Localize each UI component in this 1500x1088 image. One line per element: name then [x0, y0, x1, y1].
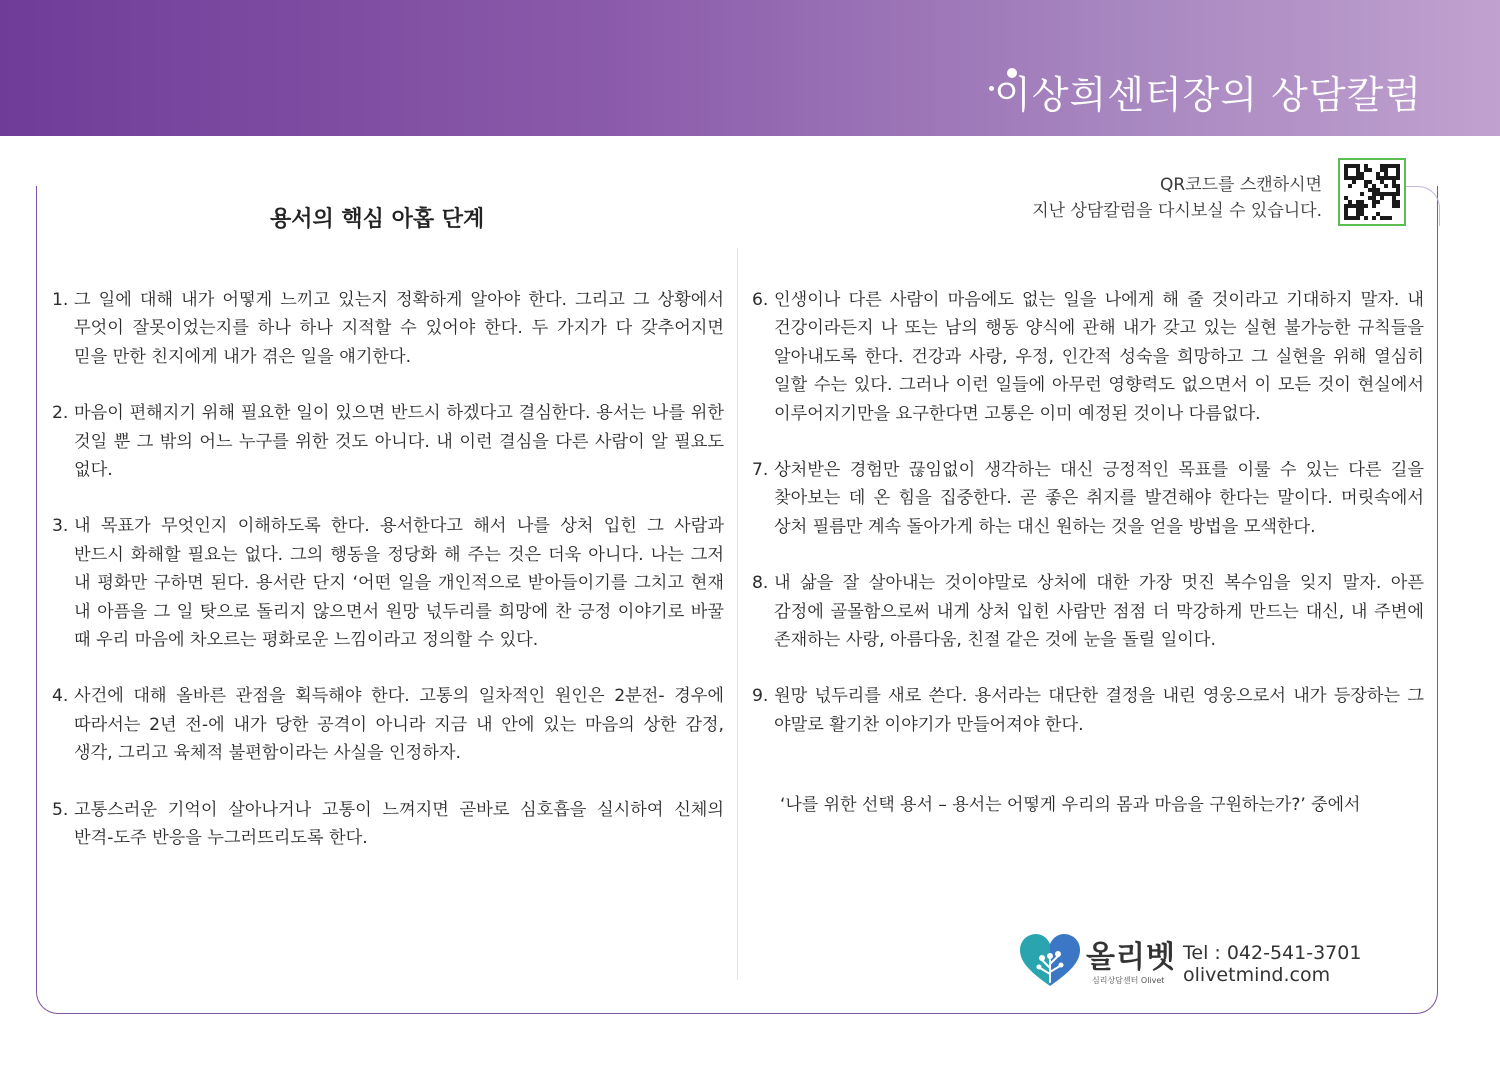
item-text: 마음이 편해지기 위해 필요한 일이 있으면 반드시 하겠다고 결심한다. 용서는 나를 위한 것일 뿐 그 밖의 어느 누구를 위한 것도 아니다. 내 이런 결심을 다른 사람이 알 필요도 없다. [74, 403, 724, 481]
header-banner [0, 0, 1500, 136]
qr-code-pattern [1344, 164, 1400, 220]
item-number: 6. [752, 290, 769, 310]
qr-caption-line2: 지난 상담칼럼을 다시보실 수 있습니다. [1032, 201, 1322, 221]
qr-code-icon[interactable] [1338, 158, 1406, 226]
heart-tree-logo-icon [1020, 934, 1080, 988]
item-number: 3. [52, 516, 69, 537]
list-item [752, 286, 1424, 428]
item-text: 내 목표가 무엇인지 이해하도록 한다. 용서한다고 해서 나를 상처 입힌 그 사람과 반드시 화해할 필요는 없다. 그의 행동을 정당화 해 주는 것은 더욱 아니다. 나는 그저 내 평화만 구하면 된다. 용서란 단지 ‘어떤 일을 개인적으로 받아들이기를 그치고 현재 내 아픔을 그 일 탓으로 돌리지 않으면서 원망 넋두리를 희망에 찬 긍정 이야기로 바꿀 때 우리 마음에 차오르는 평화로운 느낌이라고 정의할 수 있다. [74, 516, 724, 651]
right-column [752, 286, 1424, 767]
list-item [752, 569, 1424, 654]
item-number: 4. [52, 686, 69, 707]
list-item [52, 796, 724, 853]
item-number: 1. [52, 290, 69, 310]
article-title: 용서의 핵심 아홉 단계 [270, 207, 485, 232]
item-number: 8. [752, 573, 769, 594]
item-text: 상처받은 경험만 끊임없이 생각하는 대신 긍정적인 목표를 이룰 수 있는 다른 길을 찾아보는 데 온 힘을 집중한다. 곧 좋은 취지를 발견해야 한다는 말이다. 머릿속에서 상처 필름만 계속 돌아가게 하는 대신 원하는 것을 얻을 방법을 모색한다. [774, 460, 1424, 537]
frame-corner [1400, 186, 1440, 226]
list-item [752, 456, 1424, 541]
item-text: 고통스러운 기억이 살아나거나 고통이 느껴지면 곧바로 심호흡을 실시하여 신체의 반격-도주 반응을 누그러뜨리도록 한다. [74, 799, 724, 849]
list-item [52, 399, 724, 484]
column-title: 이상희센터장의 상담칼럼 [994, 73, 1422, 117]
qr-caption [1032, 172, 1322, 224]
contact-info [1183, 942, 1361, 986]
item-number: 7. [752, 460, 769, 481]
list-item [52, 682, 724, 767]
list-item [52, 286, 724, 371]
item-text: 그 일에 대해 내가 어떻게 느끼고 있는지 정확하게 알아야 한다. 그리고 그 상황에서 무엇이 잘못이었는지를 하나 하나 지적할 수 있어야 한다. 두 가지가 다 갖추어지면 믿을 만한 친지에게 내가 겪은 일을 얘기한다. [74, 290, 724, 367]
item-number: 9. [752, 686, 769, 707]
column-divider [737, 248, 738, 980]
logo-name: 올리벳 [1086, 940, 1176, 975]
item-number: 2. [52, 403, 69, 424]
list-item [752, 682, 1424, 739]
telephone: Tel : 042-541-3701 [1183, 942, 1362, 964]
qr-caption-line1: QR코드를 스캔하시면 [1160, 175, 1322, 195]
item-text: 인생이나 다른 사람이 마음에도 없는 일을 나에게 해 줄 것이라고 기대하지 말자. 내 건강이라든지 나 또는 남의 행동 양식에 관해 내가 갖고 있는 실현 불가능한 규칙들을 알아내도록 한다. 건강과 사랑, 우정, 인간적 성숙을 희망하고 그 실현을 위해 열심히 일할 수는 있다. 그러나 이런 일들에 아무런 영향력도 없으면서 이 모든 것이 현실에서 이루어지기만을 요구한다면 고통은 이미 예정된 것이나 다름없다. [774, 290, 1424, 424]
item-number: 5. [52, 799, 69, 820]
list-item [52, 512, 724, 654]
item-text: 원망 넋두리를 새로 쓴다. 용서라는 대단한 결정을 내린 영웅으로서 내가 등장하는 그 야말로 활기찬 이야기가 만들어져야 한다. [774, 686, 1424, 735]
website-link[interactable]: olivetmind.com [1183, 964, 1331, 986]
item-text: 내 삶을 잘 살아내는 것이야말로 상처에 대한 가장 멋진 복수임을 잊지 말자. 아픈 감정에 골몰함으로써 내게 상처 입힌 사람만 점점 더 막강하게 만드는 대신, 내 주변에 존재하는 사랑, 아름다움, 친절 같은 것에 눈을 돌릴 일이다. [774, 573, 1424, 651]
source-citation: ‘나를 위한 선택 용서 – 용서는 어떻게 우리의 몸과 마음을 구원하는가?’ 중에서 [780, 795, 1361, 815]
item-text: 사건에 대해 올바른 관점을 획득해야 한다. 고통의 일차적인 원인은 2분전- 경우에 따라서는 2년 전-에 내가 당한 공격이 아니라 지금 내 안에 있는 마음의 상한 감정, 생각, 그리고 육체적 불편함이라는 사실을 인정하자. [74, 686, 724, 764]
logo-subtitle: 심리상담센터 Olivet [1092, 976, 1165, 985]
left-column [52, 286, 724, 881]
